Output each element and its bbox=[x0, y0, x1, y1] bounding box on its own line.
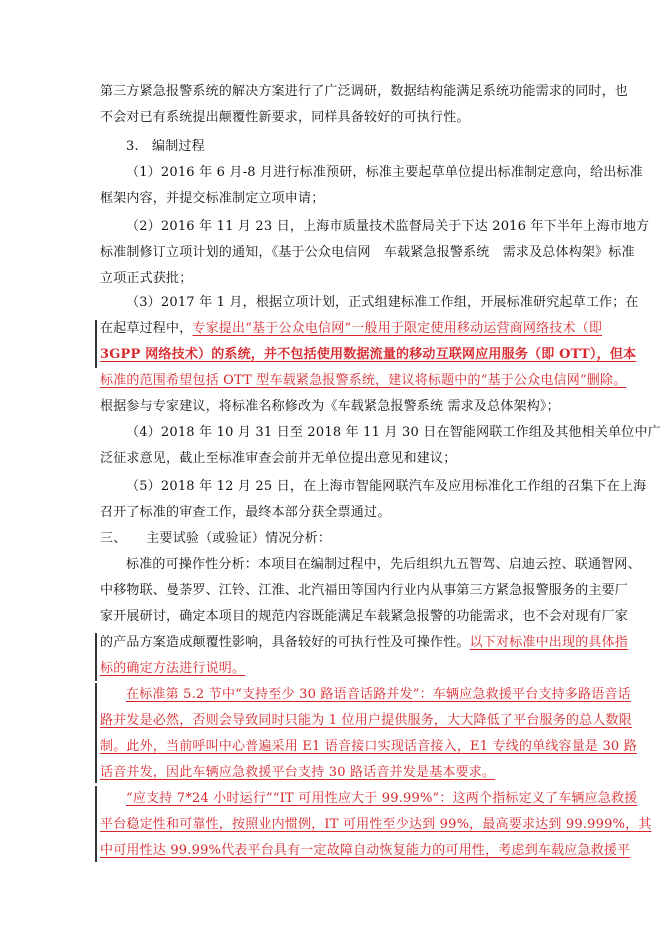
revision-change-bar bbox=[95, 633, 97, 681]
paragraph-step-1 bbox=[100, 160, 643, 212]
text-line: 立项正式获批； bbox=[100, 271, 193, 286]
revision-inserted-text: 3GPP 网络技术）的系统，并不包括使用数据流量的移动互联网应用服务（即 OTT），但本 bbox=[100, 347, 637, 362]
revision-change-bar bbox=[95, 683, 97, 783]
revision-inserted-text: 平台稳定性和可靠性，按照业内惯例，IT 可用性至少达到 99%，最高要求达到 99.999%，其 bbox=[100, 817, 652, 832]
paragraph-availability-inserted bbox=[100, 786, 652, 864]
text-line: 泛征求意见，截止至标准审查会前并无单位提出意见和建议； bbox=[100, 451, 457, 466]
revision-inserted-text: 话音并发，因此车辆应急救援平台支持 30 路话音并发是基本要求。 bbox=[100, 765, 496, 780]
revision-inserted-text: 标的确定方法进行说明。 bbox=[100, 661, 246, 676]
text-line: 标准的可操作性分析：本项目在编制过程中，先后组织九五智驾、启迪云控、联通智网、 bbox=[126, 557, 641, 572]
revision-inserted-text: 路并发是必然，否则会导致同时只能为 1 位用户提供服务，大大降低了平台服务的总人数限 bbox=[100, 713, 632, 728]
revision-inserted-text: 在标准第 5.2 节中“支持至少 30 路语音话路并发”：车辆应急救援平台支持多路语音话 bbox=[126, 687, 631, 702]
revision-change-bar bbox=[95, 786, 97, 862]
text-line: （2）2016 年 11 月 23 日，上海市质量技术监督局关于下达 2016 年下半年上海市地方 bbox=[126, 219, 650, 234]
text-line: （3）2017 年 1 月，根据立项计划，正式组建标准工作组，开展标准研究起草工作；在 bbox=[126, 295, 639, 310]
text-line bbox=[100, 630, 629, 656]
paragraph-step-4 bbox=[100, 420, 661, 472]
section-heading-experiments bbox=[100, 526, 562, 552]
paragraph-step-3 bbox=[100, 290, 639, 420]
revision-inserted-text: 以下对标准中出现的具体指 bbox=[469, 635, 629, 650]
text-line: （5）2018 年 12 月 25 日，在上海市智能网联汽车及应用标准化工作组的召集下在上海 bbox=[126, 479, 647, 494]
revision-inserted-text: 专家提出“基于公众电信网”一般用于限定使用移动运营商网络技术（即 bbox=[192, 321, 603, 336]
revision-change-bar bbox=[95, 320, 97, 368]
text-line: 中移物联、曼荼罗、江铃、江淮、北汽福田等国内行业内从事第三方紧急报警服务的主要厂 bbox=[100, 583, 629, 598]
paragraph-step-5 bbox=[100, 474, 647, 526]
paragraph-operability-analysis bbox=[100, 552, 641, 682]
text-line: 框架内容，并提交标准制定立项申请； bbox=[100, 191, 325, 206]
section-heading-text: 三、 主要试验（或验证）情况分析： bbox=[100, 531, 332, 546]
text-line: 家开展研讨，确定本项目的规范内容既能满足车载紧急报警的功能需求，也不会对现有厂家 bbox=[100, 609, 629, 624]
text-line: （1）2016 年 6 月-8 月进行标准预研，标准主要起草单位提出标准制定意向，给出标准 bbox=[126, 165, 643, 180]
revision-inserted-text: 中可用性达 99.99%代表平台具有一定故障自动恢复能力的可用性，考虑到车载应急救援平 bbox=[100, 843, 631, 858]
paragraph-voice-concurrency-inserted bbox=[100, 682, 637, 786]
revision-inserted-text: 标准的范围希望包括 OTT 型车载紧急报警系统，建议将标题中的“基于公众电信网”删除。 bbox=[100, 373, 627, 388]
text-line bbox=[100, 316, 603, 342]
text-line: 标准制修订立项计划的通知，《基于公众电信网 车载紧急报警系统 需求及总体构架》标准 bbox=[100, 245, 635, 260]
revision-inserted-text: “应支持 7*24 小时运行”“IT 可用性应大于 99.99%”：这两个指标定义了车辆应急救援 bbox=[126, 791, 638, 806]
text-line: （4）2018 年 10 月 31 日至 2018 年 11 月 30 日在智能网联工作组及其他相关单位中广 bbox=[126, 425, 661, 440]
text-line: 召开了标准的审查工作，最终本部分获全票通过。 bbox=[100, 505, 391, 520]
text-segment: 的产品方案造成颠覆性影响，具备较好的可执行性及可操作性。 bbox=[100, 635, 470, 650]
heading-compilation-process bbox=[100, 134, 562, 160]
heading-text: 3. 编制过程 bbox=[126, 139, 205, 154]
text-line: 不会对已有系统提出颠覆性新要求，同样具备较好的可执行性。 bbox=[100, 110, 470, 125]
text-segment: 在起草过程中， bbox=[100, 321, 193, 336]
text-line: 第三方紧急报警系统的解决方案进行了广泛调研，数据结构能满足系统功能需求的同时，也 bbox=[100, 84, 629, 99]
text-line: 根据参与专家建议，将标准名称修改为《车载紧急报警系统 需求及总体架构》； bbox=[100, 399, 560, 414]
paragraph-step-2 bbox=[100, 214, 650, 292]
paragraph-intro-continuation bbox=[100, 79, 629, 131]
revision-inserted-text: 制。此外，当前呼叫中心普遍采用 E1 语音接口实现话音接入，E1 专线的单线容量是 30 路 bbox=[100, 739, 637, 754]
